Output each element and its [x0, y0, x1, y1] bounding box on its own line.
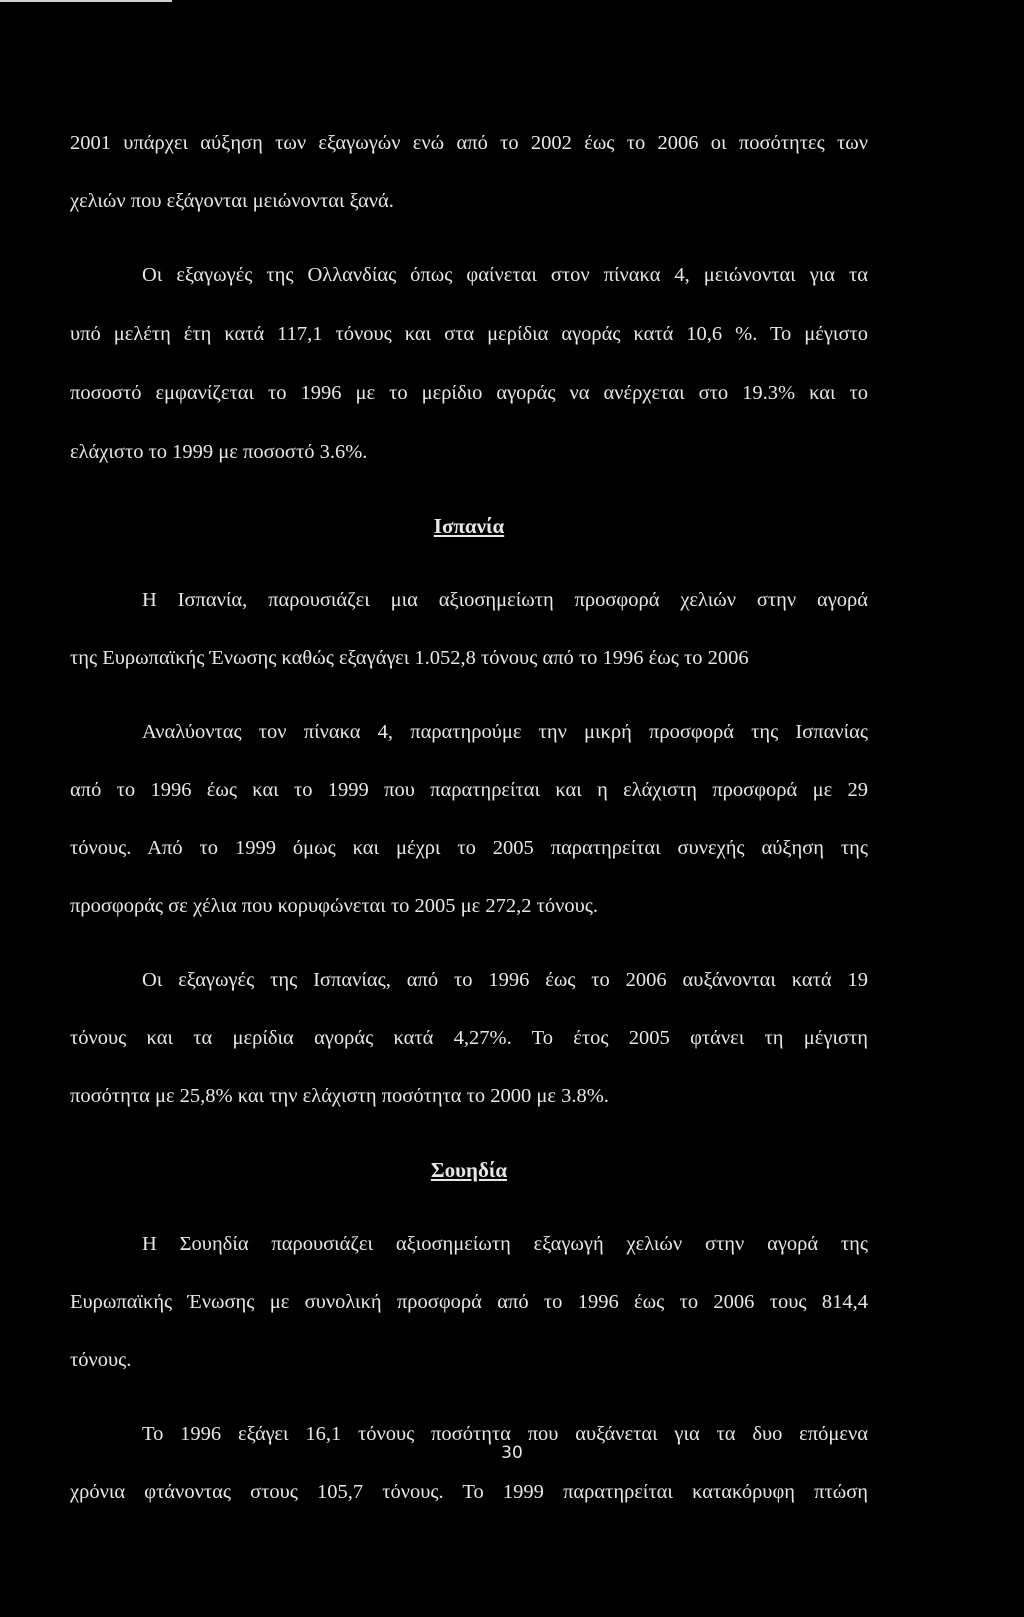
paragraph-line: Η Ισπανία, παρουσιάζει μια αξιοσημείωτη προσφορά χελιών στην αγορά	[142, 589, 868, 611]
paragraph-line: ποσοστό εμφανίζεται το 1996 με το μερίδιο αγοράς να ανέρχεται στο 19.3% και το	[70, 382, 868, 404]
paragraph-line: χρόνια φτάνοντας στους 105,7 τόνους. Το 1999 παρατηρείται κατακόρυφη πτώση	[70, 1481, 868, 1503]
paragraph-line: προσφοράς σε χέλια που κορυφώνεται το 2005 με 272,2 τόνους.	[70, 895, 599, 917]
paragraph-line: Οι εξαγωγές της Ισπανίας, από το 1996 έως το 2006 αυξάνονται κατά 19	[142, 969, 868, 991]
paragraph-line: τόνους. Από το 1999 όμως και μέχρι το 2005 παρατηρείται συνεχής αύξηση της	[70, 837, 868, 859]
paragraph-line: Οι εξαγωγές της Ολλανδίας όπως φαίνεται στον πίνακα 4, μειώνονται για τα	[142, 264, 868, 286]
paragraph-line: από το 1996 έως και το 1999 που παρατηρείται και η ελάχιστη προσφορά με 29	[70, 779, 868, 801]
scan-edge-mark	[0, 0, 172, 2]
page-number: 30	[501, 1443, 523, 1463]
paragraph-line: Ευρωπαϊκής Ένωσης με συνολική προσφορά από το 1996 έως το 2006 τους 814,4	[70, 1291, 868, 1313]
paragraph-line: ποσότητα με 25,8% και την ελάχιστη ποσότητα το 2000 με 3.8%.	[70, 1085, 609, 1107]
paragraph-line: της Ευρωπαϊκής Ένωσης καθώς εξαγάγει 1.052,8 τόνους από το 1996 έως το 2006	[70, 647, 749, 669]
paragraph-line: τόνους και τα μερίδια αγοράς κατά 4,27%. Το έτος 2005 φτάνει τη μέγιστη	[70, 1027, 868, 1049]
paragraph-line: Η Σουηδία παρουσιάζει αξιοσημείωτη εξαγωγή χελιών στην αγορά της	[142, 1233, 868, 1255]
paragraph-line: Το 1996 εξάγει 16,1 τόνους ποσότητα που αυξάνεται για τα δυο επόμενα	[142, 1423, 868, 1445]
document-page	[70, 128, 868, 1507]
paragraph-line: Αναλύοντας τον πίνακα 4, παρατηρούμε την μικρή προσφορά της Ισπανίας	[142, 721, 868, 743]
paragraph-line: χελιών που εξάγονται μειώνονται ξανά.	[70, 190, 394, 212]
paragraph-line: υπό μελέτη έτη κατά 117,1 τόνους και στα μερίδια αγοράς κατά 10,6 %. Το μέγιστο	[70, 323, 868, 345]
paragraph-line: ελάχιστο το 1999 με ποσοστό 3.6%.	[70, 441, 368, 463]
section-heading-sweden: Σουηδία	[430, 1158, 508, 1182]
section-heading-spain: Ισπανία	[433, 514, 505, 538]
paragraph-line: 2001 υπάρχει αύξηση των εξαγωγών ενώ από το 2002 έως το 2006 οι ποσότητες των	[70, 132, 868, 154]
paragraph-line: τόνους.	[70, 1349, 132, 1371]
